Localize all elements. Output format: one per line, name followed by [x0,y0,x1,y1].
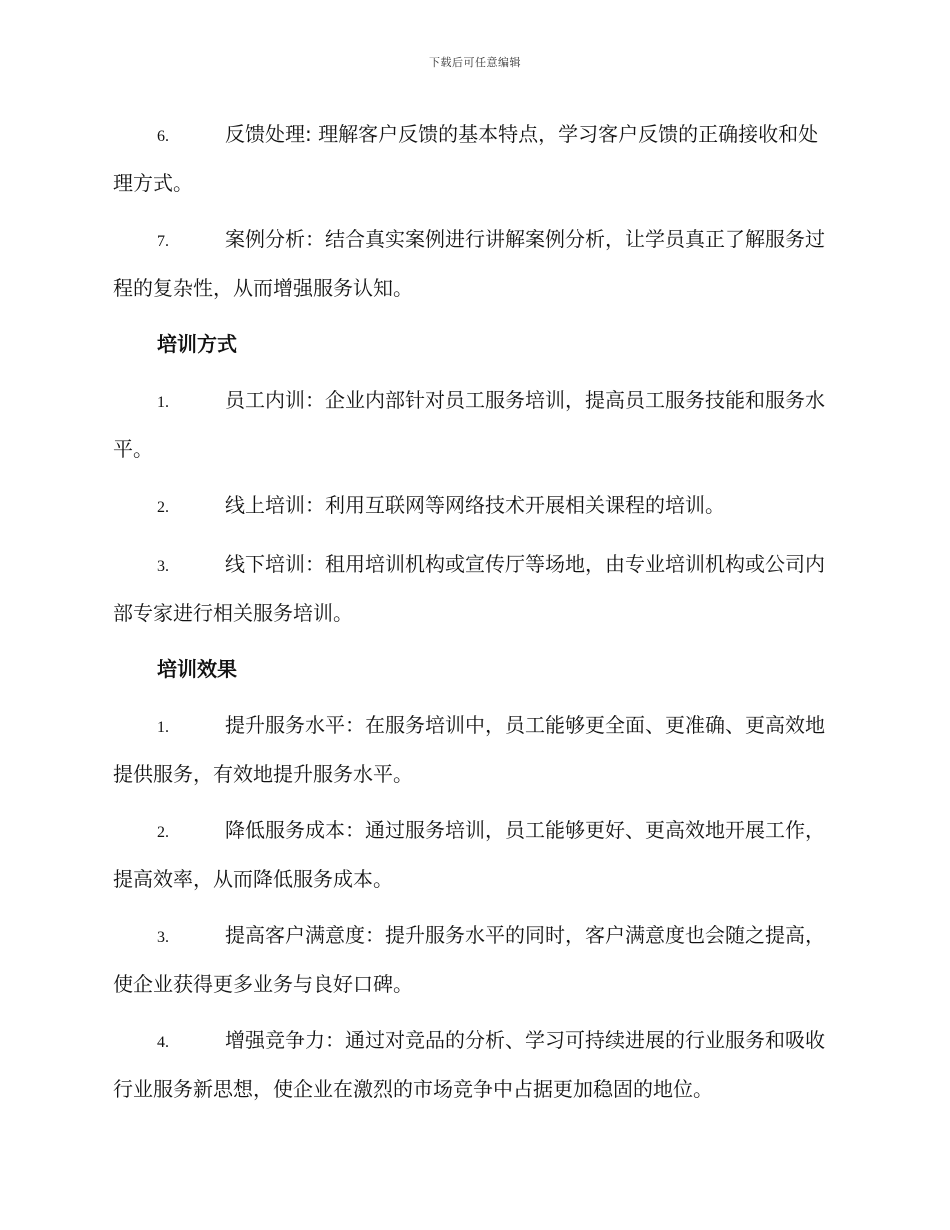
item-text: 增强竞争力：通过对竞品的分析、学习可持续进展的行业服务和吸收行业服务新思想，使企业在激烈的市场竞争中占据更加稳固的地位。 [113,1028,825,1101]
section-heading-training-effects: 培训效果 [157,657,237,681]
item-text: 案例分析：结合真实案例进行讲解案例分析，让学员真正了解服务过程的复杂性，从而增强服务认知。 [113,227,825,300]
list-item-effects-1 [113,702,835,797]
list-item-effects-2 [113,807,835,902]
item-number: 2. [157,499,169,516]
item-number: 1. [157,719,169,736]
list-item-methods-1 [113,377,835,472]
document-body [113,111,835,1122]
item-number: 3. [157,929,169,946]
list-item-7 [113,216,835,311]
item-text: 线下培训：租用培训机构或宣传厅等场地，由专业培训机构或公司内部专家进行相关服务培训。 [113,552,825,625]
section-heading-training-methods: 培训方式 [157,332,237,356]
item-number: 7. [157,233,169,250]
item-number: 4. [157,1034,169,1051]
list-item-methods-3 [113,541,835,636]
item-number: 3. [157,558,169,575]
list-item-effects-4 [113,1017,835,1112]
item-text: 反馈处理: 理解客户反馈的基本特点，学习客户反馈的正确接收和处理方式。 [113,122,819,195]
header-note: 下载后可任意编辑 [429,56,521,69]
item-number: 2. [157,824,169,841]
item-text: 提高客户满意度：提升服务水平的同时，客户满意度也会随之提高，使企业获得更多业务与良好口碑。 [113,923,825,996]
list-item-6 [113,111,835,206]
item-number: 1. [157,394,169,411]
item-text: 降低服务成本：通过服务培训，员工能够更好、更高效地开展工作，提高效率，从而降低服务成本。 [113,818,825,891]
item-number: 6. [157,128,169,145]
list-item-methods-2 [113,482,835,531]
list-item-effects-3 [113,912,835,1007]
item-text: 员工内训：企业内部针对员工服务培训，提高员工服务技能和服务水平。 [113,388,825,461]
item-text: 提升服务水平：在服务培训中，员工能够更全面、更准确、更高效地提供服务，有效地提升服务水平。 [113,713,825,786]
item-text: 线上培训：利用互联网等网络技术开展相关课程的培训。 [225,493,725,517]
